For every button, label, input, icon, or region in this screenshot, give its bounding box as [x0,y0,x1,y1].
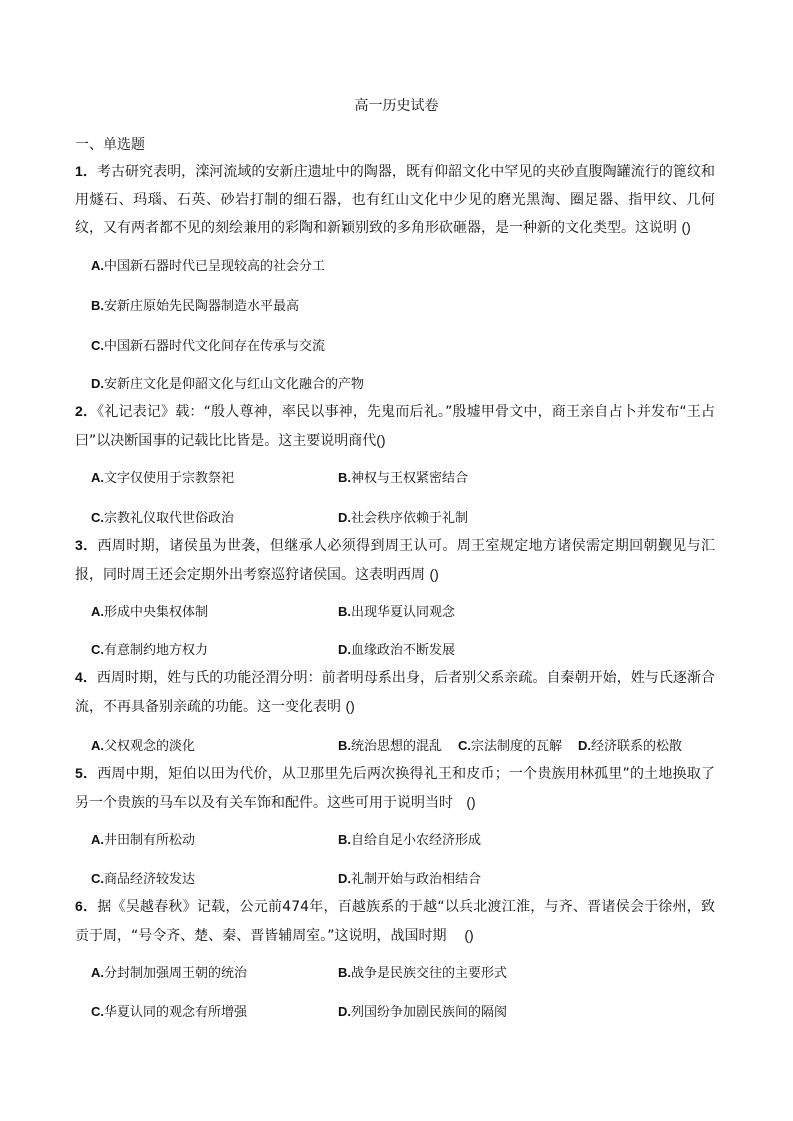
option-1c: C.中国新石器时代文化间存在传承与交流 [91,338,326,354]
answer-paren: () [345,697,355,714]
option-6d: D.列国纷争加剧民族间的隔阂 [338,1004,508,1020]
question-3 [75,532,715,589]
answer-paren: () [466,793,476,810]
answer-paren: () [429,565,439,582]
option-1a: A.中国新石器时代已呈现较高的社会分工 [91,258,326,274]
option-3c: C.有意制约地方权力 [91,642,209,658]
option-6b: B.战争是民族交往的主要形式 [338,965,508,981]
answer-paren: () [464,926,474,943]
option-5d: D.礼制开始与政治相结合 [338,871,482,887]
question-2 [75,398,715,455]
question-stem: 考古研究表明，滦河流域的安新庄遗址中的陶器，既有仰韶文化中罕见的夹砂直腹陶罐流行的篦纹和用燧石、玛瑙、石英、砂岩打制的细石器，也有红山文化中少见的磨光黑淘、圈足器、指甲纹、几何纹，又有两者都不见的刻绘兼用的彩陶和新颖别致的多角形砍砸器，是一种新的文化类型。这说明 [75,164,715,236]
option-4b: B.统治思想的混乱 [338,738,443,754]
question-stem: 据《吴越春秋》记载，公元前474年，百越族系的于越“以兵北渡江淮，与齐、晋诸侯会于徐州，致贡于周，“号令齐、楚、秦、晋皆辅周室。”这说明，战国时期 [75,899,715,944]
option-2a: A.文字仅使用于宗教祭祀 [91,470,235,486]
option-4d: D.经济联系的松散 [578,738,683,754]
question-number: 5． [75,765,98,781]
question-stem: 西周时期，诸侯虽为世袭，但继承人必须得到周王认可。周王室规定地方诸侯需定期回朝觐见与汇报，同时周王还会定期外出考察巡狩诸侯国。这表明西周 [75,538,715,583]
question-number: 4． [75,669,97,685]
question-number: 1． [75,163,97,179]
option-5c: C.商品经济较发达 [91,871,196,887]
option-4a: A.父权观念的淡化 [91,738,196,754]
question-stem: 西周中期，矩伯以田为代价，从卫那里先后两次换得礼王和皮币；一个贵族用林孤里”的土地换取了另一个贵族的马车以及有关车饰和配件。这些可用于说明当时 [75,766,715,811]
option-5a: A.井田制有所松动 [91,832,196,848]
option-2c: C.宗教礼仪取代世俗政治 [91,510,235,526]
option-2d: D.社会秩序依赖于礼制 [338,510,469,526]
question-stem: 西周时期，姓与氏的功能泾渭分明：前者明母系出身，后者别父系亲疏。自秦朝开始，姓与氏逐渐合流，不再具备别亲疏的功能。这一变化表明 [75,670,715,715]
option-6a: A.分封制加强周王朝的统治 [91,965,248,981]
option-6c: C.华夏认同的观念有所增强 [91,1004,248,1020]
answer-paren: () [681,219,691,235]
question-number: 6． [75,898,98,914]
section-heading: 一、单选题 [75,137,145,153]
answer-paren: () [376,431,386,448]
option-4c: C.宗法制度的瓦解 [458,738,563,754]
option-2b: B.神权与王权紧密结合 [338,470,469,486]
question-stem: 《礼记表记》载：“殷人尊神，率民以事神，先鬼而后礼。”殷墟甲骨文中，商王亲自占卜并发布“王占曰”以决断国事的记载比比皆是。这主要说明商代 [75,404,715,449]
option-3d: D.血缘政治不断发展 [338,642,456,658]
question-number: 2． [75,403,98,419]
question-5 [75,760,715,817]
question-number: 3． [75,537,98,553]
option-5b: B.自给自足小农经济形成 [338,832,482,848]
question-4 [75,664,715,721]
option-1d: D.安新庄文化是仰韶文化与红山文化融合的产物 [91,376,365,392]
question-1 [75,158,715,243]
page-title: 高一历史试卷 [354,98,439,114]
option-3a: A.形成中央集权体制 [91,604,209,620]
question-6 [75,893,715,950]
option-1b: B.安新庄原始先民陶器制造水平最高 [91,298,300,314]
option-3b: B.出现华夏认同观念 [338,604,456,620]
